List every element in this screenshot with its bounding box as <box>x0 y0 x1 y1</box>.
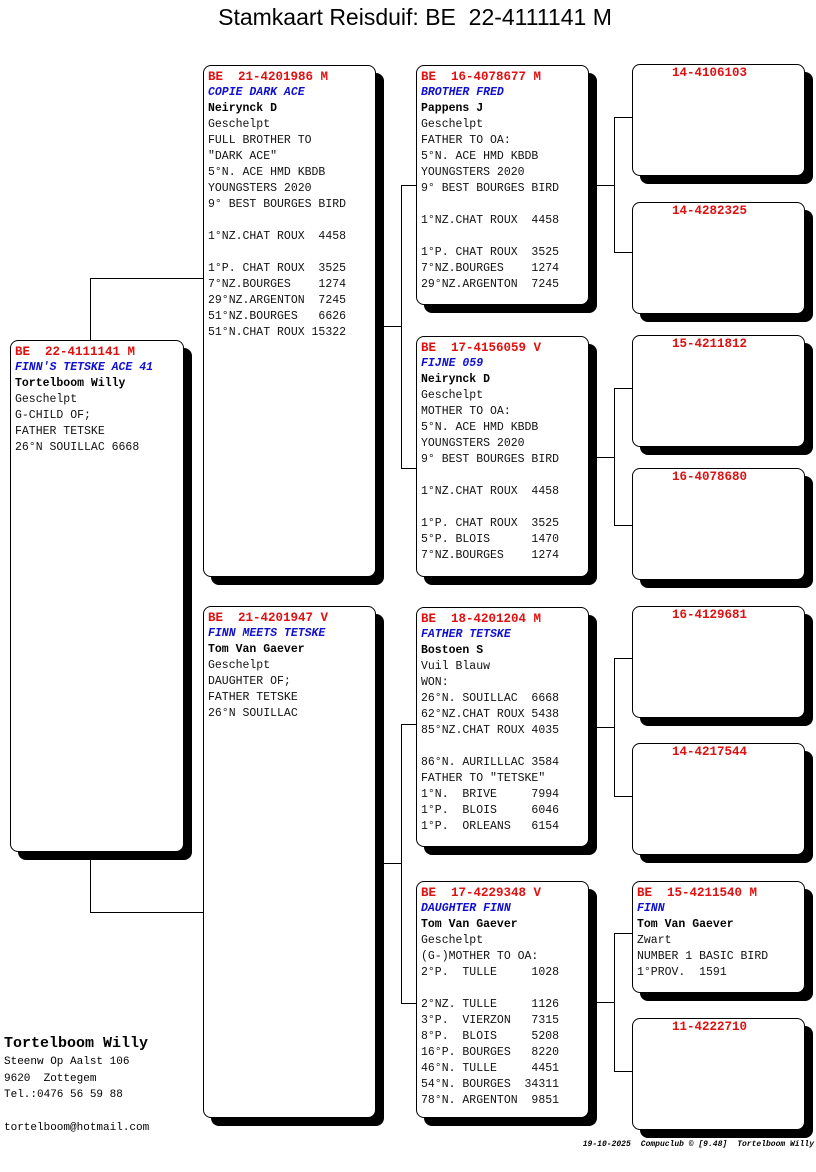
ring-number: BE 21-4201947 V <box>208 611 329 625</box>
info-line: G-CHILD OF; <box>15 409 91 422</box>
connector-line <box>614 388 615 526</box>
pigeon-card-subject <box>10 340 184 852</box>
info-line <box>421 468 588 484</box>
info-line: Vuil Blauw <box>421 660 491 673</box>
pigeon-card-g3-8 <box>632 1018 805 1130</box>
breeder-phone: Tel.:0476 56 59 88 <box>4 1089 123 1101</box>
info-line: Zwart <box>637 934 672 947</box>
connector-line <box>614 658 615 797</box>
info-line: 1°NZ.CHAT ROUX 4458 <box>421 214 560 227</box>
breeder-city: 9620 Zottegem <box>4 1072 97 1085</box>
connector-line <box>401 468 416 469</box>
ring-number: BE 18-4201204 M <box>421 612 542 626</box>
info-line: Geschelpt <box>208 659 271 672</box>
info-line: 9° BEST BOURGES BIRD <box>421 182 560 195</box>
info-line: Geschelpt <box>208 118 271 131</box>
connector-line <box>597 457 614 458</box>
info-line: Geschelpt <box>15 393 78 406</box>
info-line: 1°P. ORLEANS 6154 <box>421 820 560 833</box>
info-line: 7°NZ.BOURGES 1274 <box>421 262 560 275</box>
info-line: Geschelpt <box>421 118 484 131</box>
footer-software: Compuclub © [9.48] <box>640 1140 728 1149</box>
owner-name: Tom Van Gaever <box>637 918 734 931</box>
connector-line <box>90 912 203 913</box>
info-line: 1°NZ.CHAT ROUX 4458 <box>421 485 560 498</box>
info-line: 5°P. BLOIS 1470 <box>421 533 560 546</box>
connector-line <box>614 1071 632 1072</box>
info-line: YOUNGSTERS 2020 <box>421 166 525 179</box>
connector-line <box>614 117 615 253</box>
ring-number: BE 16-4078677 M <box>421 70 542 84</box>
ring-number: 15-4211812 <box>672 337 748 351</box>
connector-line <box>614 388 632 389</box>
page-title: Stamkaart Reisduif: BE 22-4111141 M <box>218 4 612 30</box>
info-line: DAUGHTER OF; <box>208 675 291 688</box>
info-line: 29°NZ.ARGENTON 7245 <box>208 294 347 307</box>
pigeon-card-sire <box>203 65 376 577</box>
info-line: NUMBER 1 BASIC BIRD <box>637 950 769 963</box>
footer <box>573 1140 814 1149</box>
connector-line <box>614 796 632 797</box>
connector-line <box>614 658 632 659</box>
breeder-email: tortelboom@hotmail.com <box>4 1121 150 1134</box>
info-line <box>421 197 588 213</box>
connector-line <box>401 724 402 1004</box>
info-line: 5°N. ACE HMD KBDB <box>421 421 539 434</box>
pigeon-card-dam <box>203 606 376 1118</box>
info-line: FATHER TETSKE <box>15 425 105 438</box>
ring-number: 16-4129681 <box>672 608 748 622</box>
owner-name: Neirynck D <box>208 102 278 115</box>
info-line: 26°N. SOUILLAC 6668 <box>421 692 560 705</box>
pigeon-name: FATHER TETSKE <box>421 628 511 641</box>
info-line: FATHER TO "TETSKE" <box>421 772 546 785</box>
info-line: 5°N. ACE HMD KBDB <box>208 166 326 179</box>
info-line: 1°NZ.CHAT ROUX 4458 <box>208 230 347 243</box>
connector-line <box>614 525 632 526</box>
info-line: WON: <box>421 676 449 689</box>
pigeon-card-g3-6 <box>632 743 805 855</box>
footer-date: 19-10-2025 <box>582 1140 631 1149</box>
connector-line <box>401 724 416 725</box>
ring-number: 16-4078680 <box>672 470 748 484</box>
info-line: Geschelpt <box>421 934 484 947</box>
info-line: YOUNGSTERS 2020 <box>208 182 312 195</box>
owner-name: Bostoen S <box>421 644 484 657</box>
info-line: 85°NZ.CHAT ROUX 4035 <box>421 724 560 737</box>
info-line: 9° BEST BOURGES BIRD <box>208 198 347 211</box>
pigeon-name: DAUGHTER FINN <box>421 902 511 915</box>
pigeon-name: FINN'S TETSKE ACE 41 <box>15 361 154 374</box>
info-line: 26°N SOUILLAC <box>208 707 298 720</box>
breeder-info <box>4 1034 149 1136</box>
ring-number: 11-4222710 <box>672 1020 748 1034</box>
ring-number: 14-4106103 <box>672 66 748 80</box>
info-line <box>421 981 588 997</box>
pigeon-card-sire-dam <box>416 336 589 577</box>
info-line: 1°P. BLOIS 6046 <box>421 804 560 817</box>
info-line: FATHER TO OA: <box>421 134 511 147</box>
ring-number: BE 22-4111141 M <box>15 345 136 359</box>
info-line: 54°N. BOURGES 34311 <box>421 1078 560 1091</box>
info-line <box>208 245 375 261</box>
info-line: (G-)MOTHER TO OA: <box>421 950 539 963</box>
connector-line <box>401 185 402 469</box>
info-line: 2°NZ. TULLE 1126 <box>421 998 560 1011</box>
info-line: 3°P. VIERZON 7315 <box>421 1014 560 1027</box>
info-line: 1°P. CHAT ROUX 3525 <box>421 246 560 259</box>
connector-line <box>384 863 401 864</box>
pigeon-card-g3-3 <box>632 335 805 447</box>
connector-line <box>90 860 91 912</box>
pigeon-name: FINN MEETS TETSKE <box>208 627 326 640</box>
info-line: 7°NZ.BOURGES 1274 <box>208 278 347 291</box>
pigeon-card-dam-dam <box>416 881 589 1118</box>
info-line: YOUNGSTERS 2020 <box>421 437 525 450</box>
info-line: "DARK ACE" <box>208 150 278 163</box>
info-line: 1°N. BRIVE 7994 <box>421 788 560 801</box>
footer-owner: Tortelboom Willy <box>737 1140 814 1149</box>
ring-number: 14-4282325 <box>672 204 748 218</box>
connector-line <box>401 1003 416 1004</box>
pigeon-card-g3-2 <box>632 202 805 314</box>
pigeon-name: FIJNE 059 <box>421 357 484 370</box>
info-line: 1°P. CHAT ROUX 3525 <box>208 262 347 275</box>
info-line: 16°P. BOURGES 8220 <box>421 1046 560 1059</box>
connector-line <box>401 185 416 186</box>
pigeon-card-dam-sire <box>416 607 589 847</box>
info-line: FATHER TETSKE <box>208 691 298 704</box>
info-line: 46°N. TULLE 4451 <box>421 1062 560 1075</box>
breeder-name: Tortelboom Willy <box>4 1035 149 1052</box>
info-line: 5°N. ACE HMD KBDB <box>421 150 539 163</box>
info-line: 51°NZ.BOURGES 6626 <box>208 310 347 323</box>
pigeon-name: BROTHER FRED <box>421 86 504 99</box>
info-line: 51°N.CHAT ROUX 15322 <box>208 326 347 339</box>
connector-line <box>614 933 615 1072</box>
pigeon-card-g3-4 <box>632 468 805 580</box>
connector-line <box>614 252 632 253</box>
ring-number: BE 17-4156059 V <box>421 341 542 355</box>
connector-line <box>614 117 632 118</box>
owner-name: Tom Van Gaever <box>421 918 518 931</box>
pigeon-card-g3-7 <box>632 881 805 993</box>
info-line: 8°P. BLOIS 5208 <box>421 1030 560 1043</box>
info-line <box>421 500 588 516</box>
info-line <box>208 213 375 229</box>
info-line: Geschelpt <box>421 389 484 402</box>
ring-number: BE 21-4201986 M <box>208 70 329 84</box>
pigeon-card-g3-1 <box>632 64 805 176</box>
info-line: FULL BROTHER TO <box>208 134 312 147</box>
connector-line <box>90 278 91 340</box>
owner-name: Tom Van Gaever <box>208 643 305 656</box>
connector-line <box>597 185 614 186</box>
ring-number: 14-4217544 <box>672 745 748 759</box>
info-line: 26°N SOUILLAC 6668 <box>15 441 140 454</box>
owner-name: Neirynck D <box>421 373 491 386</box>
info-line <box>421 739 588 755</box>
pigeon-card-g3-5 <box>632 606 805 718</box>
info-line: 62°NZ.CHAT ROUX 5438 <box>421 708 560 721</box>
connector-line <box>597 727 614 728</box>
info-line: 78°N. ARGENTON 9851 <box>421 1094 560 1107</box>
ring-number: BE 15-4211540 M <box>637 886 758 900</box>
info-line: 29°NZ.ARGENTON 7245 <box>421 278 560 291</box>
ring-number: BE 17-4229348 V <box>421 886 542 900</box>
connector-line <box>597 1002 614 1003</box>
info-line: 9° BEST BOURGES BIRD <box>421 453 560 466</box>
breeder-street: Steenw Op Aalst 106 <box>4 1056 130 1068</box>
info-line: 1°P. CHAT ROUX 3525 <box>421 517 560 530</box>
info-line: 2°P. TULLE 1028 <box>421 966 560 979</box>
connector-line <box>614 933 632 934</box>
connector-line <box>384 326 401 327</box>
info-line: 86°N. AURILLLAC 3584 <box>421 756 560 769</box>
connector-line <box>90 278 203 279</box>
info-line: MOTHER TO OA: <box>421 405 511 418</box>
owner-name: Tortelboom Willy <box>15 377 126 390</box>
info-line: 7°NZ.BOURGES 1274 <box>421 549 560 562</box>
pigeon-name: FINN <box>637 902 665 915</box>
pigeon-name: COPIE DARK ACE <box>208 86 305 99</box>
info-line <box>421 229 588 245</box>
pigeon-card-sire-sire <box>416 65 589 305</box>
info-line: 1°PROV. 1591 <box>637 966 727 979</box>
owner-name: Pappens J <box>421 102 484 115</box>
